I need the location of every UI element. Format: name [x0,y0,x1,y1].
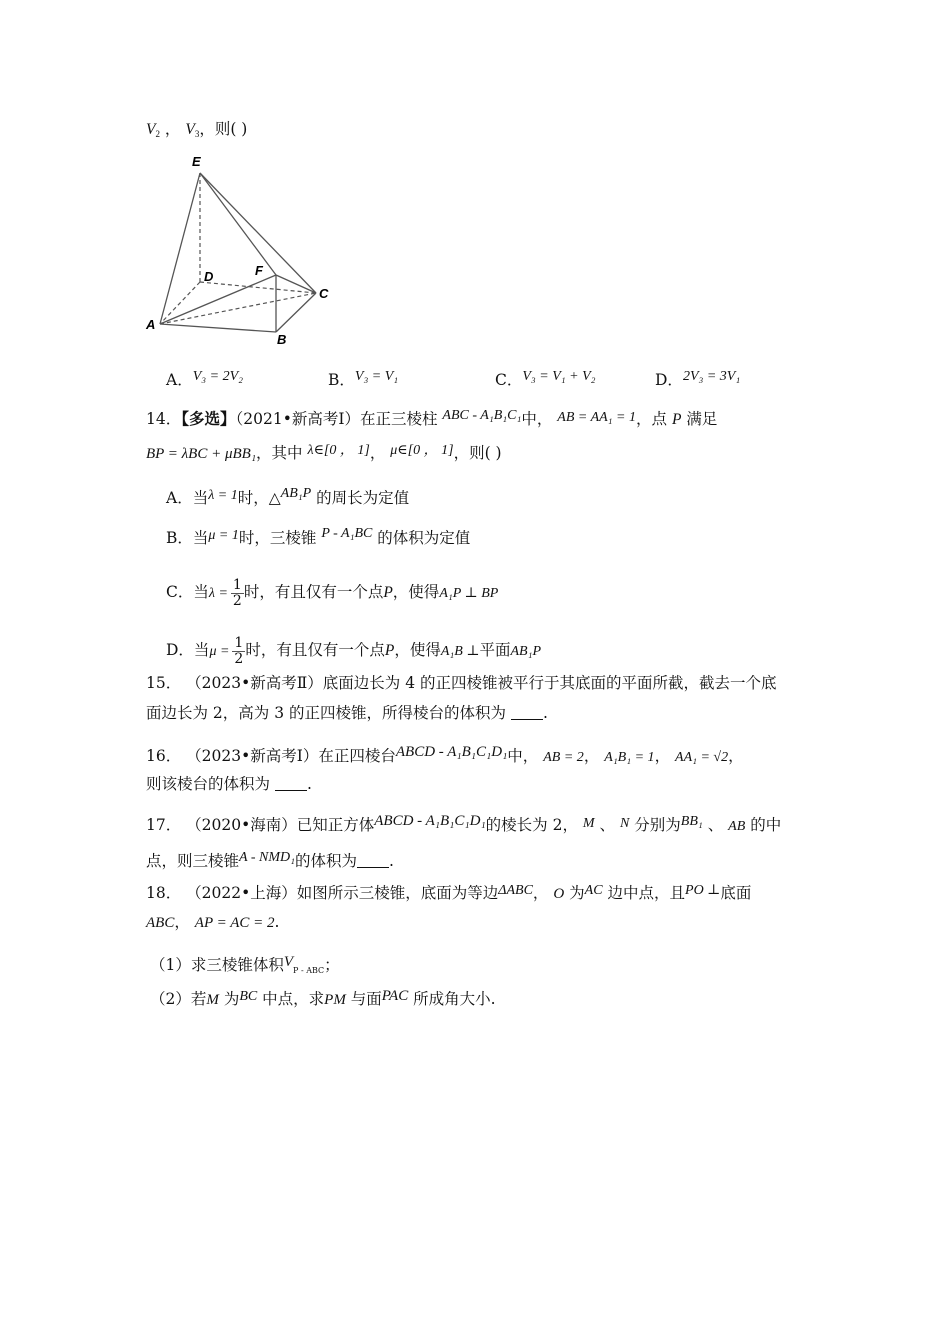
q13-option-d: D．2V₃ = 3V₁ [655,369,741,389]
q13-option-d-expr: 2V₃ = 3V₁ [682,369,741,384]
q14-vector-eq: BP = λBC + μBB₁ [146,446,257,462]
q14-condition: AB = AA₁ = 1 [557,410,636,425]
label-e: E [192,154,201,169]
q13-lead-text: ，则( ) [199,120,248,138]
q14-lambda-range: λ∈[0 ， 1] [307,443,370,458]
pyramid-figure [140,150,340,350]
q16-line-2: 则该棱台的体积为 . [146,775,312,793]
q14-number: 14． [146,410,182,428]
q14-option-b: B．当μ = 1时，三棱锥 P - A₁BC 的体积为定值 [166,526,471,547]
v3-subscript: 3 [194,129,200,139]
q14-prism: ABC - A₁B₁C₁ [442,408,522,423]
q13-option-b: B．V₃ = V₁ [328,369,399,389]
q13-option-c: C．V₃ = V₁ + V₂ [495,369,596,389]
q13-option-a-expr: V₃ = 2V₂ [192,369,243,384]
q18-line-2: ABC， AP = AC = 2. [146,913,280,931]
edge-af [160,275,276,324]
edge-ab [160,324,276,332]
label-f: F [255,263,263,278]
v2-symbol: V [146,121,156,138]
label-d: D [204,269,214,284]
q13-option-c-expr: V₃ = V₁ + V₂ [522,369,596,384]
label-c: C [319,286,329,301]
q15-line-1: 15． （2023•新高考Ⅱ）底面边长为 4 的正四棱锥被平行于其底面的平面所截，截去一个底 [146,674,777,692]
fraction-one-half: $\frac{1}{2}$ [232,576,242,609]
label-a: A [146,317,156,332]
q17-line-2: 点，则三棱锥A - NMD₁的体积为 . [146,850,394,870]
edge-ea [160,173,200,324]
q18-part-2: （2）若M 为BC 中点，求PM 与面PAC 所成角大小. [150,988,496,1008]
q14-option-a: A．当λ = 1时，△AB₁P 的周长为定值 [166,486,410,507]
q14-line-1: 14．【多选】（2021•新高考Ⅰ）在正三棱柱 ABC - A₁B₁C₁中， AB = AA₁ = 1，点 P 满足 [146,408,718,428]
answer-blank[interactable] [357,853,389,868]
label-b: B [277,332,287,347]
v3-symbol: V [185,121,195,138]
q14-source: （2021•新高考Ⅰ） [235,410,360,428]
q13-option-a: A．V₃ = 2V₂ [166,369,243,389]
edge-ac [160,293,316,324]
q18-part-1: （1）求三棱锥体积$V_{P - ABC}$； [150,954,340,975]
q17-line-1: 17． （2020•海南）已知正方体ABCD - A₁B₁C₁D₁的棱长为 2， M 、 N 分别为BB₁ 、 AB 的中 [146,813,782,834]
edge-ef [200,173,276,275]
q16-line-1: 16． （2023•新高考Ⅰ）在正四棱台ABCD - A₁B₁C₁D₁中， AB = 2， A₁B₁ = 1， AA₁ = √2， [146,744,744,765]
q13-lead-line: $V_2$ ， $V_3$，则( ) [146,120,248,139]
answer-blank[interactable] [275,776,307,791]
q14-mu-range: μ∈[0 ， 1] [390,443,454,458]
edge-fc [276,275,316,293]
edge-bc [276,293,316,332]
v2-subscript: 2 [155,129,160,139]
q15-line-2: 面边长为 2，高为 3 的正四棱锥，所得棱台的体积为 . [146,704,548,722]
q14-line-2: BP = λBC + μBB₁，其中 λ∈[0 ， 1]， μ∈[0 ， 1]，则( ) [146,443,502,462]
q13-option-b-expr: V₃ = V₁ [354,369,399,384]
answer-blank[interactable] [511,705,543,720]
q18-line-1: 18． （2022•上海）如图所示三棱锥，底面为等边ΔABC， O 为AC 边中点，且PO ⊥底面 [146,883,752,902]
fraction-one-half: $\frac{1}{2}$ [234,634,244,667]
q14-tag: 【多选】 [181,409,236,428]
q14-option-c: C．当λ = $\frac{1}{2}$ 时，有且仅有一个点P，使得A₁P ⊥ BP [166,576,499,609]
edge-dc [200,282,316,293]
q14-option-d: D．当μ = $\frac{1}{2}$ 时，有且仅有一个点P，使得A₁B ⊥平面AB₁P [166,634,542,667]
